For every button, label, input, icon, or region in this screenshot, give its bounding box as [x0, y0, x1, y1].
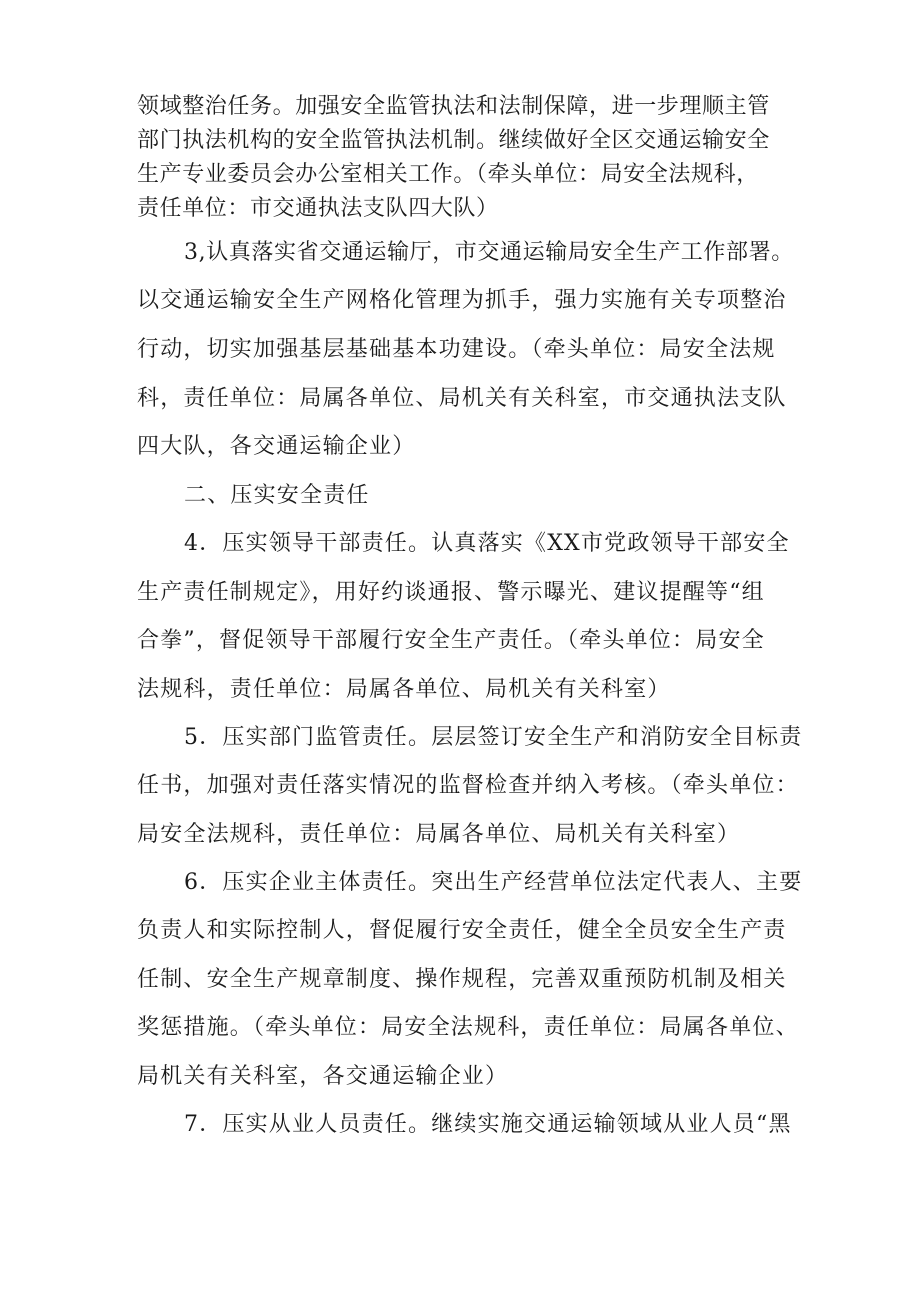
paragraph-line: 科，责任单位：局属各单位、局机关有关科室，市交通执法支队: [137, 386, 787, 411]
paragraph-line: 法规科，责任单位：局属各单位、局机关有关科室）: [137, 677, 671, 702]
item-6-first-line: 6．压实企业主体责任。突出生产经营单位法定代表人、主要: [184, 870, 803, 895]
paragraph-line: 局机关有关科室，各交通运输企业）: [137, 1064, 509, 1089]
paragraph-line: 生产专业委员会办公室相关工作。（牵头单位：局安全法规科，: [137, 162, 759, 187]
item-5-first-line: 5．压实部门监管责任。层层签订安全生产和消防安全目标责: [184, 725, 803, 750]
item-4-first-line: 4．压实领导干部责任。认真落实《XX市党政领导干部安全: [184, 531, 790, 556]
paragraph-line: 任制、安全生产规章制度、操作规程，完善双重预防机制及相关: [137, 967, 787, 992]
paragraph-line: 生产责任制规定》，用好约谈通报、警示曝光、建议提醒等“组: [137, 580, 765, 605]
paragraph-line: 奖惩措施。（牵头单位：局安全法规科，责任单位：局属各单位、: [137, 1015, 799, 1040]
paragraph-line: 以交通运输安全生产网格化管理为抓手，强力实施有关专项整治: [137, 288, 787, 313]
paragraph-line: 负责人和实际控制人，督促履行安全责任，健全全员安全生产责: [137, 918, 787, 943]
section-heading: 二、压实安全责任: [184, 483, 370, 508]
item-3-first-line: 3,认真落实省交通运输厅，市交通运输局安全生产工作部署。: [184, 240, 794, 265]
paragraph-line: 责任单位：市交通执法支队四大队）: [137, 196, 499, 221]
paragraph-line: 领域整治任务。加强安全监管执法和法制保障，进一步理顺主管: [137, 94, 770, 119]
paragraph-line: 行动，切实加强基层基础基本功建设。（牵头单位：局安全法规: [137, 337, 776, 362]
paragraph-line: 局安全法规科，责任单位：局属各单位、局机关有关科室）: [137, 822, 741, 847]
paragraph-line: 四大队，各交通运输企业）: [137, 434, 416, 459]
item-7-first-line: 7．压实从业人员责任。继续实施交通运输领域从业人员“黑: [184, 1112, 792, 1137]
paragraph-line: 任书，加强对责任落实情况的监督检查并纳入考核。（牵头单位：: [137, 773, 799, 798]
paragraph-line: 合拳”，督促领导干部履行安全生产责任。（牵头单位：局安全: [137, 628, 765, 653]
paragraph-line: 部门执法机构的安全监管执法机制。继续做好全区交通运输安全: [137, 128, 770, 153]
